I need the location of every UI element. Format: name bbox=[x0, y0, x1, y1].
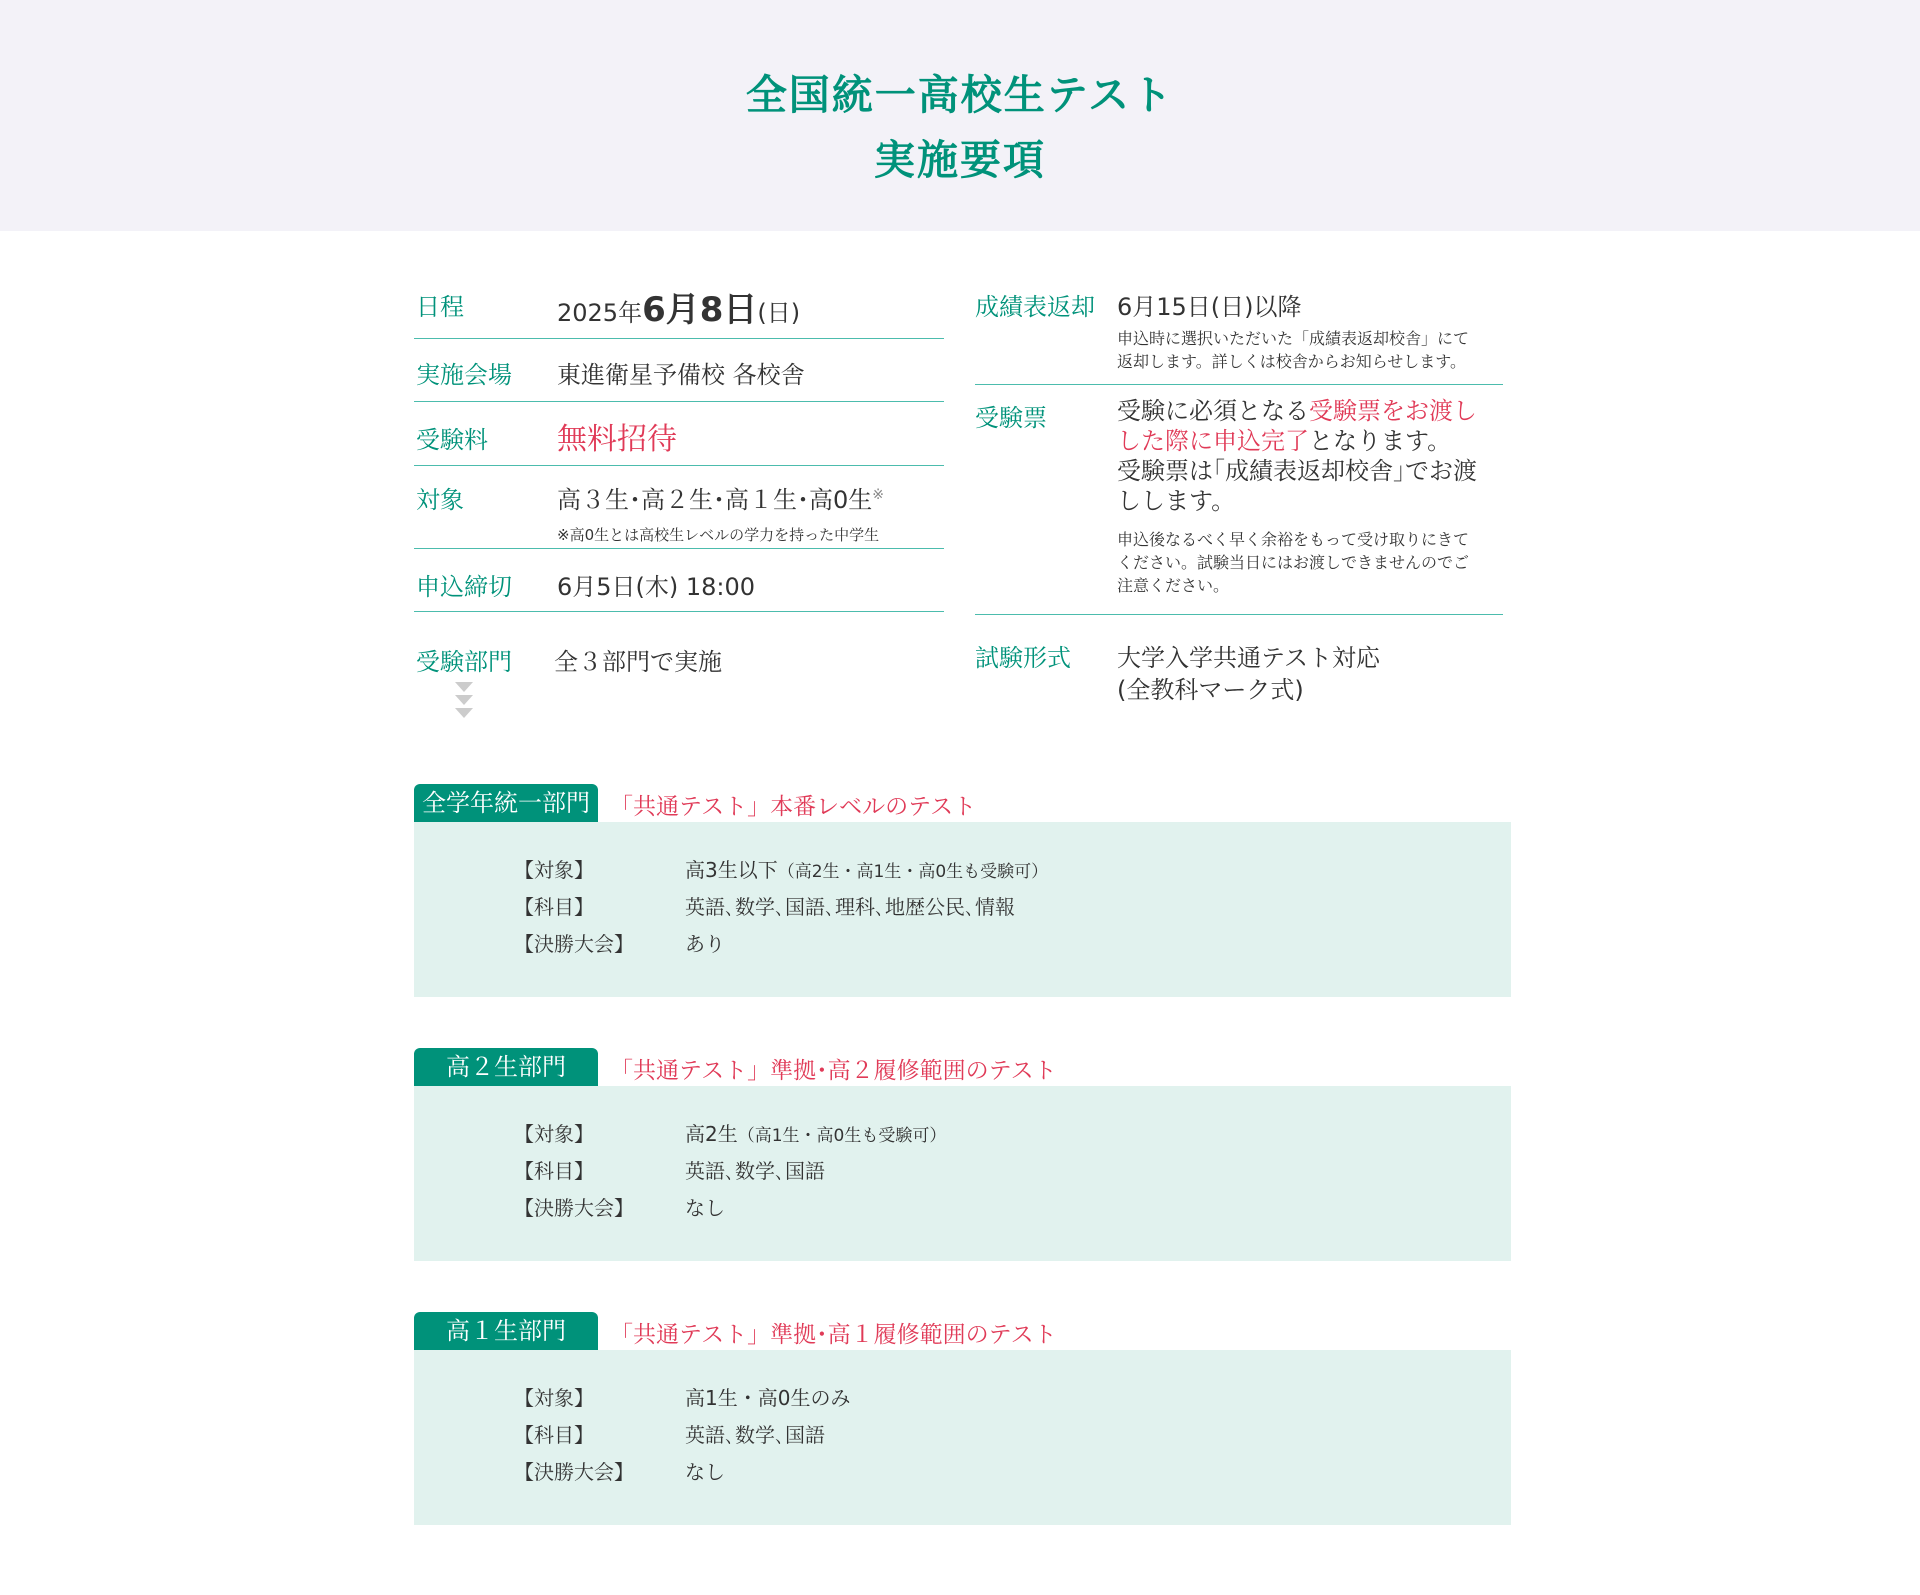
divider bbox=[975, 614, 1503, 615]
format-label: 試験形式 bbox=[975, 644, 1071, 672]
ticket-line4: しします。 bbox=[1117, 487, 1236, 515]
schedule-day: (日) bbox=[757, 299, 801, 327]
target-main: 高2生 bbox=[685, 1122, 738, 1146]
final-val: なし bbox=[685, 1196, 725, 1220]
section-tag: 高２生部門 bbox=[414, 1048, 598, 1086]
report-note-2: 返却します。詳しくは校舎からお知らせします。 bbox=[1117, 352, 1466, 371]
target-key: 【対象】 bbox=[514, 1386, 594, 1410]
schedule-year: 2025年 bbox=[557, 299, 643, 327]
final-val: あり bbox=[685, 932, 725, 956]
ticket-label: 受験票 bbox=[975, 404, 1047, 432]
page-subtitle: 実施要項 bbox=[874, 136, 1046, 184]
divider bbox=[414, 401, 944, 402]
section-tagline: 「共通テスト」準拠･高２履修範囲のテスト bbox=[610, 1058, 1057, 1084]
arrow-down-icon bbox=[455, 682, 473, 692]
final-key: 【決勝大会】 bbox=[514, 932, 634, 956]
arrow-down-icon bbox=[455, 695, 473, 705]
venue-value: 東進衛星予備校 各校舎 bbox=[557, 361, 805, 389]
ticket-text bbox=[1117, 396, 1477, 516]
schedule-label: 日程 bbox=[416, 293, 464, 321]
target-value bbox=[557, 480, 884, 515]
report-label: 成績表返却 bbox=[975, 293, 1095, 321]
deadline-value: 6月5日(木) 18:00 bbox=[557, 573, 756, 601]
final-key: 【決勝大会】 bbox=[514, 1196, 634, 1220]
ticket-line1-a: 受験に必須となる bbox=[1117, 397, 1309, 425]
target-main: 高3生以下 bbox=[685, 858, 778, 882]
final-key: 【決勝大会】 bbox=[514, 1460, 634, 1484]
target-sub: （高1生・高0生も受験可） bbox=[737, 1126, 947, 1146]
target-key: 【対象】 bbox=[514, 858, 594, 882]
report-note-1: 申込時に選択いただいた「成績表返却校舎」にて bbox=[1117, 329, 1470, 348]
subject-val: 英語､数学､国語､理科､地歴公民､情報 bbox=[685, 895, 1015, 919]
target-key: 【対象】 bbox=[514, 1122, 594, 1146]
ticket-line2-b: となります。 bbox=[1309, 427, 1452, 455]
deadline-label: 申込締切 bbox=[416, 573, 512, 601]
venue-label: 実施会場 bbox=[416, 361, 512, 389]
target-note: ※高0生とは高校生レベルの学力を持った中学生 bbox=[557, 526, 880, 544]
arrow-down-icon bbox=[455, 708, 473, 718]
divider bbox=[414, 338, 944, 339]
page-title: 全国統一高校生テスト bbox=[745, 71, 1175, 119]
division-value: 全３部門で実施 bbox=[554, 648, 722, 676]
ticket-line3: 受験票は｢成績表返却校舎｣でお渡 bbox=[1117, 457, 1477, 485]
target-val bbox=[685, 1118, 946, 1147]
format-line2: (全教科マーク式) bbox=[1117, 676, 1304, 704]
section-tagline: 「共通テスト」準拠･高１履修範囲のテスト bbox=[610, 1322, 1057, 1348]
format-line1: 大学入学共通テスト対応 bbox=[1117, 644, 1381, 672]
target-mark: ※ bbox=[872, 487, 885, 503]
divider bbox=[414, 465, 944, 466]
fee-label: 受験料 bbox=[416, 426, 488, 454]
division-label: 受験部門 bbox=[416, 648, 512, 676]
target-sub: （高2生・高1生・高0生も受験可） bbox=[777, 862, 1049, 882]
ticket-note-2: ください。試験当日にはお渡しできませんのでご bbox=[1117, 553, 1470, 572]
section-tagline: 「共通テスト」本番レベルのテスト bbox=[610, 794, 977, 820]
ticket-line2-a: した際に申込完了 bbox=[1117, 427, 1309, 455]
schedule-date: 6月8日 bbox=[642, 290, 758, 330]
schedule-value bbox=[557, 282, 800, 331]
header-banner bbox=[0, 0, 1920, 231]
divider bbox=[414, 611, 944, 612]
section-tag: 全学年統一部門 bbox=[414, 784, 598, 822]
subject-key: 【科目】 bbox=[514, 895, 594, 919]
target-val bbox=[685, 854, 1048, 883]
fee-value: 無料招待 bbox=[557, 422, 677, 457]
target-text: 高３生･高２生･高１生･高0生 bbox=[557, 486, 873, 514]
ticket-note-3: 注意ください。 bbox=[1117, 576, 1230, 595]
subject-key: 【科目】 bbox=[514, 1423, 594, 1447]
ticket-note-1: 申込後なるべく早く余裕をもって受け取りにきて bbox=[1117, 530, 1470, 549]
divider bbox=[414, 548, 944, 549]
subject-key: 【科目】 bbox=[514, 1159, 594, 1183]
report-value: 6月15日(日)以降 bbox=[1117, 293, 1302, 321]
subject-val: 英語､数学､国語 bbox=[685, 1159, 825, 1183]
divider bbox=[975, 384, 1503, 385]
section-tag: 高１生部門 bbox=[414, 1312, 598, 1350]
final-val: なし bbox=[685, 1460, 725, 1484]
target-val: 高1生・高0生のみ bbox=[685, 1386, 851, 1410]
subject-val: 英語､数学､国語 bbox=[685, 1423, 825, 1447]
ticket-line1-b: 受験票をお渡し bbox=[1309, 397, 1477, 425]
target-label: 対象 bbox=[416, 486, 464, 514]
